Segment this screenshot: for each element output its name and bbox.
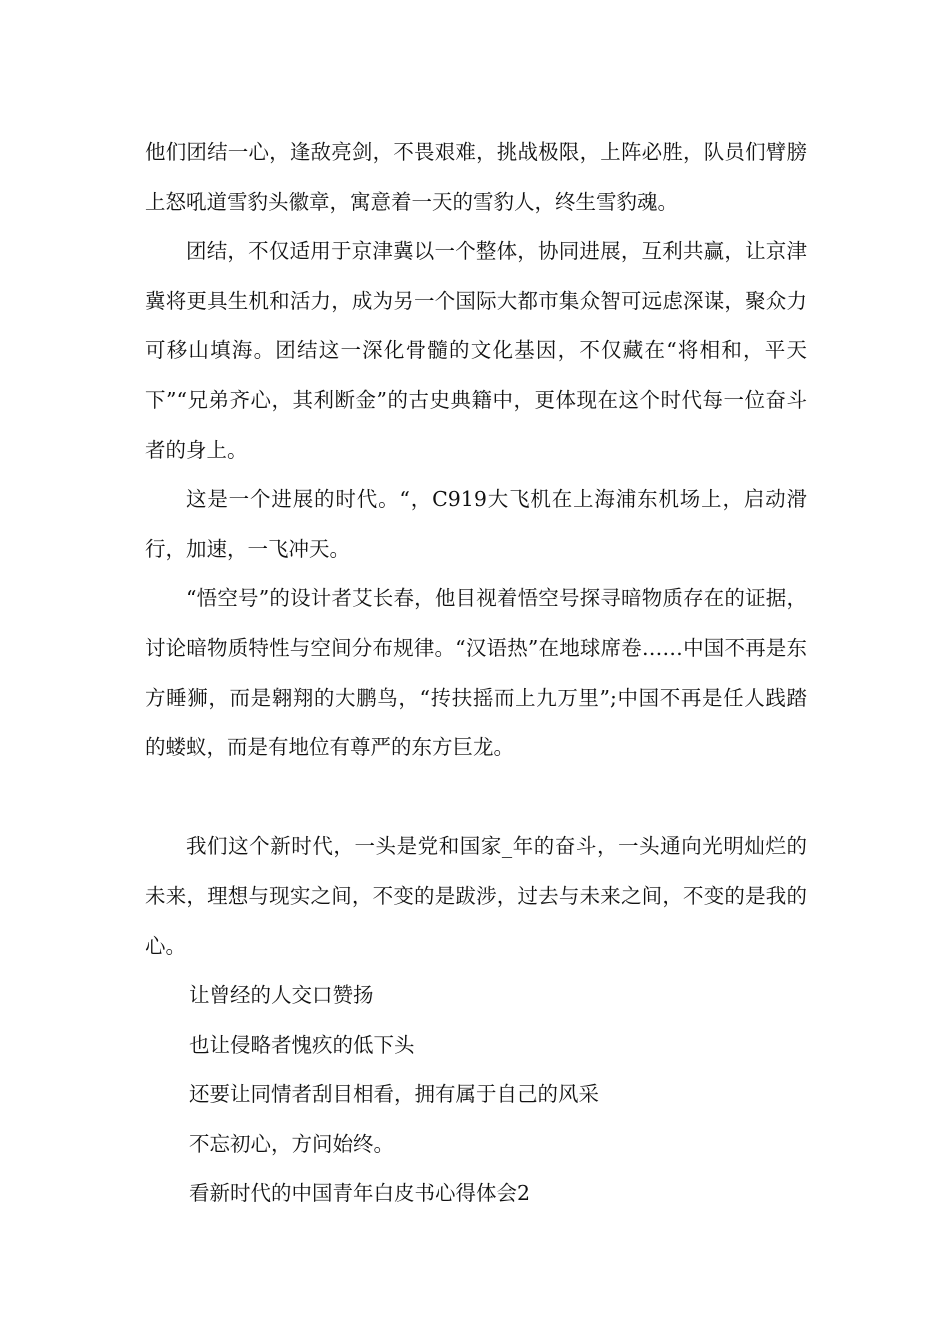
paragraph-3: 这是一个进展的时代。“，C919大飞机在上海浦东机场上，启动滑行，加速，一飞冲天。 bbox=[145, 487, 807, 561]
next-section-heading: 看新时代的中国青年白皮书心得体会2 bbox=[189, 1181, 531, 1206]
poem-line-4: 不忘初心，方问始终。 bbox=[189, 1131, 394, 1156]
blank-line bbox=[145, 773, 807, 823]
paragraph-5: 我们这个新时代，一头是党和国家_年的奋斗，一头通向光明灿烂的未来，理想与现实之间，不变的是跋涉，过去与未来之间，不变的是我的心。 bbox=[145, 834, 807, 958]
poem-line-1: 让曾经的人交口赞扬 bbox=[189, 983, 374, 1008]
poem-line-2: 也让侵略者愧疚的低下头 bbox=[189, 1032, 415, 1057]
paragraph-2: 团结，不仅适用于京津冀以一个整体，协同进展，互利共赢，让京津冀将更具生机和活力，成为另一个国际大都市集众智可远虑深谋，聚众力可移山填海。团结这一深化骨髓的文化基因，不仅藏在“将相和，平天下”“兄弟齐心，其利断金”的古史典籍中，更体现在这个时代每一位奋斗者的身上。 bbox=[145, 239, 807, 462]
document-body bbox=[145, 128, 807, 1219]
poem-line-3: 还要让同情者刮目相看，拥有属于自己的风采 bbox=[189, 1082, 599, 1107]
paragraph-1: 他们团结一心，逢敌亮剑，不畏艰难，挑战极限，上阵必胜，队员们臂膀上怒吼道雪豹头徽章，寓意着一天的雪豹人，终生雪豹魂。 bbox=[145, 140, 807, 214]
paragraph-4: “悟空号”的设计者艾长春，他目视着悟空号探寻暗物质存在的证据，讨论暗物质特性与空间分布规律。“汉语热”在地球席卷……中国不再是东方睡狮，而是翱翔的大鹏鸟，“抟扶摇而上九万里”;中国不再是任人践踏的蝼蚁，而是有地位有尊严的东方巨龙。 bbox=[145, 586, 807, 760]
